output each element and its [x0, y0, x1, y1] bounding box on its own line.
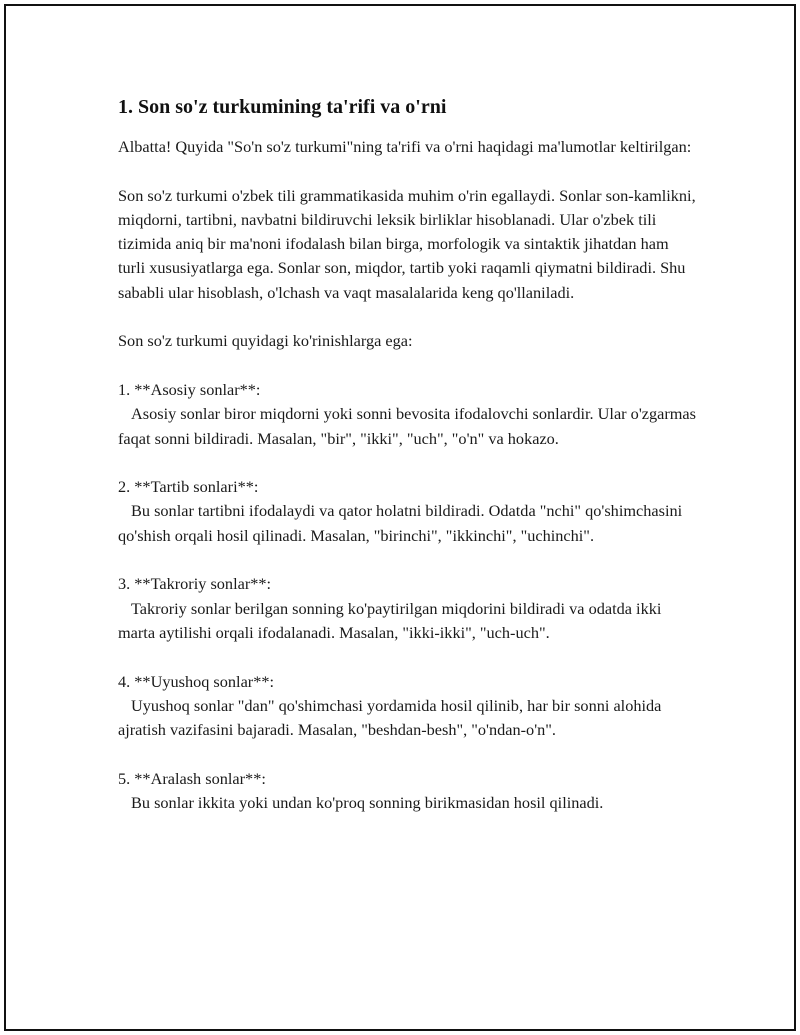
intro-paragraph: Albatta! Quyida "So'n so'z turkumi"ning ta'rifi va o'rni haqidagi ma'lumotlar keltirilgan: [118, 137, 692, 156]
list-lead-paragraph: Son so'z turkumi quyidagi ko'rinishlarga ega: [118, 331, 413, 351]
list-item-heading: 4. **Uyushoq sonlar**: [118, 671, 275, 691]
list-item [118, 670, 698, 743]
list-item-body: Bu sonlar tartibni ifodalaydi va qator holatni bildiradi. Odatda "nchi" qo'shimchasini qo'shish orqali hosil qilinadi. Masalan, "birinchi", "ikkinchi", "uchinchi". [118, 501, 683, 545]
list-item [118, 572, 698, 645]
list-item [118, 475, 698, 548]
document-body [118, 94, 698, 815]
list-item-heading: 5. **Aralash sonlar**: [118, 768, 266, 788]
list-item-body: Bu sonlar ikkita yoki undan ko'proq sonning birikmasidan hosil qilinadi. [131, 793, 604, 813]
list-item-heading: 3. **Takroriy sonlar**: [118, 574, 272, 594]
list-item-body: Takroriy sonlar berilgan sonning ko'paytirilgan miqdorini bildiradi va odatda ikki marta aytilishi orqali ifodalanadi. Masalan, "ikki-ikki", "uch-uch". [118, 598, 662, 642]
list-item-body: Asosiy sonlar biror miqdorni yoki sonni bevosita ifodalovchi sonlardir. Ular o'zgarmas faqat sonni bildiradi. Masalan, "bir", "ikki", "uch", "o'n" va hokazo. [118, 404, 696, 448]
list-item-heading: 1. **Asosiy sonlar**: [118, 379, 261, 399]
list-item [118, 378, 698, 451]
list-item-body: Uyushoq sonlar "dan" qo'shimchasi yordamida hosil qilinib, har bir sonni alohida ajratish vazifasini bajaradi. Masalan, "beshdan-besh", "o'ndan-o'n". [118, 695, 662, 740]
list-item [118, 767, 698, 816]
list-item-heading: 2. **Tartib sonlari**: [118, 477, 259, 497]
body-paragraph: Son so'z turkumi o'zbek tili grammatikasida muhim o'rin egallaydi. Sonlar son-kamlikni, miqdorni, tartibni, navbatni bildiruvchi leksik birliklar hisoblanadi. Ular o'zbek tili tizimida aniq bir ma'noni ifodalash bilan birga, morfologik va sintaktik jihatdan ham turli xususiyatlarga ega. Sonlar son, miqdor, tartib yoki raqamli qiymatni bildiradi. Shu sababli ular hisoblash, o'lchash va vaqt masalalarida keng qo'llaniladi. [118, 185, 696, 302]
document-title: 1. Son so'z turkumining ta'rifi va o'rni [118, 96, 447, 118]
